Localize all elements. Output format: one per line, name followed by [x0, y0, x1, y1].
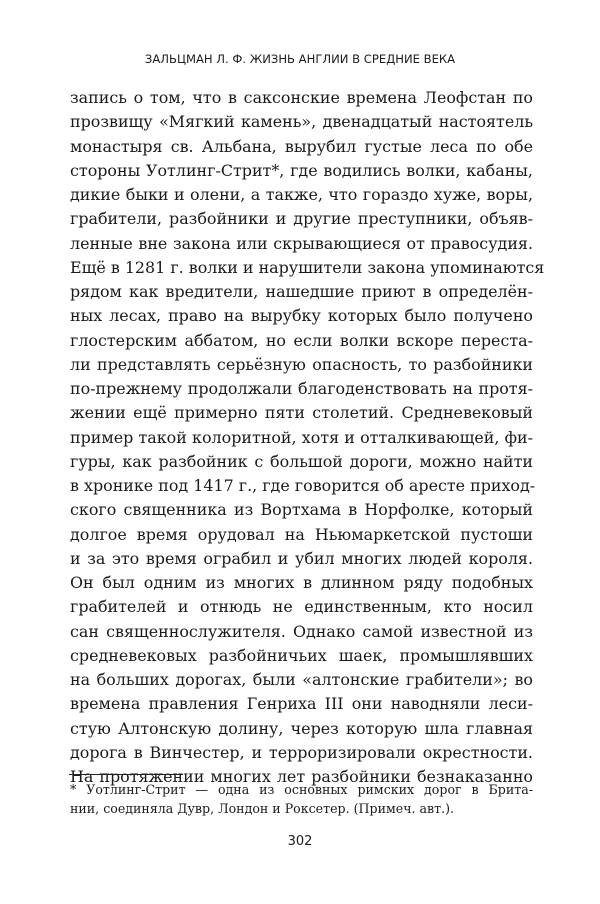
- text-line: запись о том, что в саксонские времена Леофстан по: [70, 88, 533, 107]
- text-line: жении ещё примерно пяти столетий. Средневековый: [70, 403, 533, 423]
- text-line: Он был одним из многих в длинном ряду подобных: [70, 573, 533, 592]
- text-line: в хронике под 1417 г., где говорится об аресте приход-: [70, 476, 536, 495]
- text-line: стороны Уотлинг-Стрит*, где водились волки, кабаны,: [70, 160, 533, 180]
- text-line: на больших дорогах, были «алтонские грабители»; во: [70, 670, 533, 689]
- text-line: грабителей и отнюдь не единственным, кто носил: [70, 597, 533, 617]
- text-line: На протяжении многих лет разбойники безнаказанно: [70, 767, 533, 786]
- text-line: и за это время ограбил и убил многих людей короля.: [70, 548, 533, 568]
- text-line: средневековых разбойничьих шаек, промышлявших: [70, 645, 533, 665]
- text-line: Ещё в 1281 г. волки и нарушители закона упоминаются: [70, 257, 545, 277]
- text-line: ных лесах, право на вырубку которых было получено: [70, 306, 533, 326]
- text-line: дикие быки и олени, а также, что гораздо хуже, воры,: [70, 185, 533, 204]
- text-line: ского священника из Вортхама в Норфолке, который: [70, 500, 533, 520]
- footnote-divider: [69, 774, 183, 775]
- text-line: гуры, как разбойник с большой дороги, можно найти: [70, 451, 533, 471]
- page-number: 302: [287, 834, 313, 849]
- text-line: глостерским аббатом, но если волки вскоре переста-: [70, 330, 533, 350]
- text-line: рядом как вредители, нашедшие приют в определён-: [70, 282, 533, 301]
- text-line: пример такой колоритной, хотя и отталкивающей, фи-: [70, 427, 533, 447]
- text-line: ли представлять серьёзную опасность, то разбойники: [70, 354, 533, 374]
- text-line: времена правления Генриха III они наводняли леси-: [70, 694, 533, 714]
- text-line: прозвищу «Мягкий камень», двенадцатый настоятель: [70, 112, 533, 132]
- text-line: долгое время орудовал на Ньюмаркетской пустоши: [70, 524, 533, 544]
- text-line: ленные вне закона или скрывающиеся от правосудия.: [70, 233, 533, 253]
- text-line: монастыря св. Альбана, вырубил густые леса по обе: [70, 136, 533, 156]
- text-line: по-прежнему продолжали благоденствовать на протя-: [70, 379, 533, 398]
- text-line: дорога в Винчестер, и терроризировали окрестности.: [70, 742, 533, 762]
- text-line: сан священнослужителя. Однако самой известной из: [70, 621, 533, 641]
- running-head: ЗАЛЬЦМАН Л. Ф. ЖИЗНЬ АНГЛИИ В СРЕДНИЕ ВЕКА: [144, 52, 456, 66]
- footnote-line: * Уотлинг-Стрит — одна из основных римских дорог в Брита-: [70, 782, 533, 797]
- footnote-line: нии, соединяла Дувр, Лондон и Роксетер. (Примеч. авт.).: [70, 801, 455, 816]
- text-line: грабители, разбойники и другие преступники, объяв-: [70, 209, 533, 229]
- body-text: [70, 86, 545, 789]
- footnote: [70, 780, 533, 818]
- text-line: стую Алтонскую долину, через которую шла главная: [70, 718, 533, 738]
